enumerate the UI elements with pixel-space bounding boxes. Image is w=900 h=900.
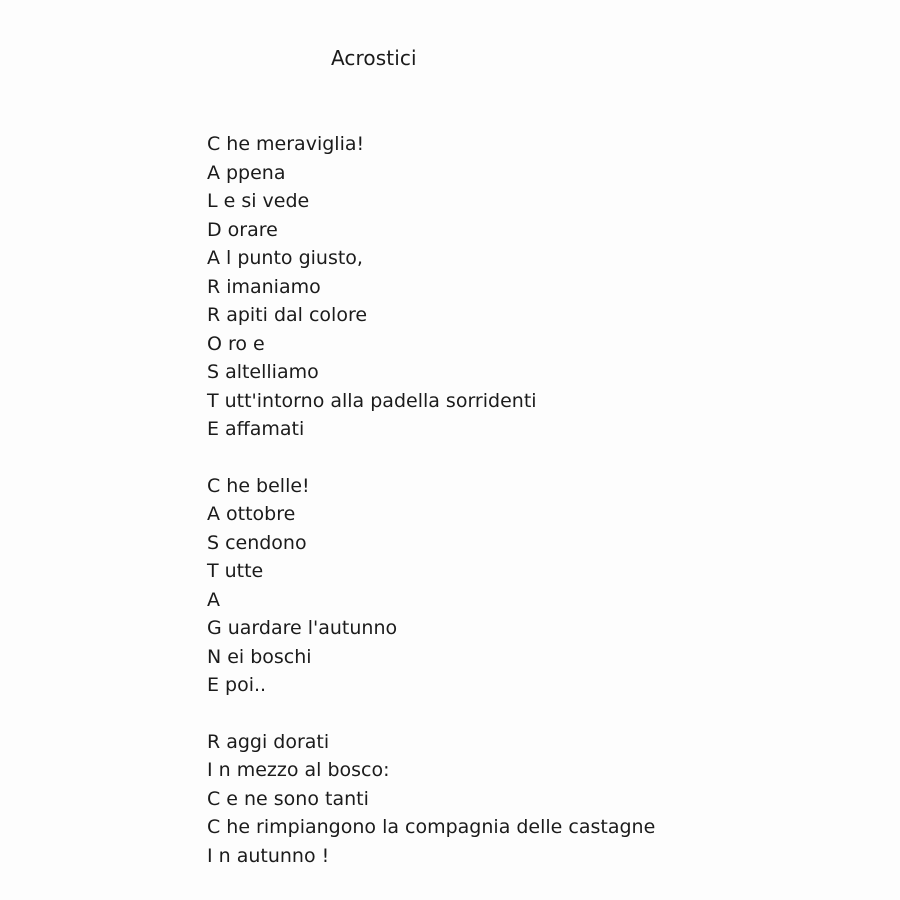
line-initial: C (207, 816, 221, 838)
line-initial: O (207, 332, 222, 355)
stanza-2 (207, 472, 847, 700)
line-initial: A (207, 588, 220, 611)
poem-line (207, 330, 847, 359)
poem-line (207, 671, 847, 700)
line-text: altelliamo (225, 361, 319, 383)
poem-line (207, 273, 847, 302)
poem-line (207, 785, 847, 814)
line-text: apiti dal colore (226, 304, 368, 326)
line-text: l punto giusto, (226, 247, 363, 269)
poem-line (207, 358, 847, 387)
line-text: he belle! (226, 474, 310, 497)
line-initial: E (207, 418, 220, 440)
line-text: ro e (227, 332, 265, 355)
line-initial: E (207, 674, 220, 696)
line-text: n autunno ! (218, 844, 330, 867)
line-initial: A (207, 161, 220, 184)
line-text: he meraviglia! (226, 133, 365, 155)
stanza-1 (207, 130, 847, 444)
line-text: he rimpiangono la compagnia delle castagne (226, 816, 656, 838)
poem-line (207, 643, 847, 672)
line-initial: C (207, 474, 221, 497)
line-text: affamati (225, 418, 305, 440)
poem-line (207, 500, 847, 529)
stanza-3 (207, 728, 847, 871)
poem-line (207, 187, 847, 216)
line-text: n mezzo al bosco: (218, 759, 390, 781)
line-text: orare (227, 218, 278, 241)
line-initial: R (207, 304, 221, 326)
line-initial: R (207, 730, 221, 753)
poem-line (207, 614, 847, 643)
poem-line (207, 244, 847, 273)
page-title: Acrostici (331, 46, 417, 70)
line-initial: C (207, 133, 221, 155)
line-initial: R (207, 275, 221, 298)
line-text: poi.. (225, 674, 267, 696)
line-initial: N (207, 645, 222, 668)
line-text: ppena (226, 161, 286, 184)
poem-line (207, 756, 847, 785)
poem-line (207, 472, 847, 501)
line-initial: S (207, 361, 220, 383)
line-initial: I (207, 844, 213, 867)
line-text: utt'intorno alla padella sorridenti (224, 389, 537, 412)
line-initial: A (207, 247, 220, 269)
line-text: imaniamo (226, 275, 321, 298)
line-initial: L (207, 190, 218, 212)
poem-line (207, 557, 847, 586)
line-text: utte (224, 560, 264, 582)
line-text: ei boschi (227, 645, 312, 668)
line-initial: C (207, 787, 221, 810)
line-text: e si vede (223, 190, 310, 212)
poem-line (207, 586, 847, 615)
poem-line (207, 387, 847, 416)
poem-line (207, 159, 847, 188)
line-initial: S (207, 531, 220, 554)
poem-line (207, 813, 847, 842)
poem-line (207, 216, 847, 245)
line-initial: T (207, 389, 219, 412)
poem-line (207, 529, 847, 558)
line-text: aggi dorati (226, 730, 330, 753)
poem-line (207, 130, 847, 159)
line-initial: T (207, 560, 219, 582)
line-initial: I (207, 759, 213, 781)
poem-line (207, 415, 847, 444)
line-initial: D (207, 218, 222, 241)
line-text: e ne sono tanti (226, 787, 369, 810)
line-initial: A (207, 503, 220, 525)
line-text: cendono (225, 531, 307, 554)
line-initial: G (207, 617, 222, 639)
poem-line (207, 842, 847, 871)
line-text: uardare l'autunno (227, 617, 398, 639)
poem-line (207, 728, 847, 757)
poem (207, 130, 847, 898)
poem-line (207, 301, 847, 330)
line-text: ottobre (226, 503, 296, 525)
